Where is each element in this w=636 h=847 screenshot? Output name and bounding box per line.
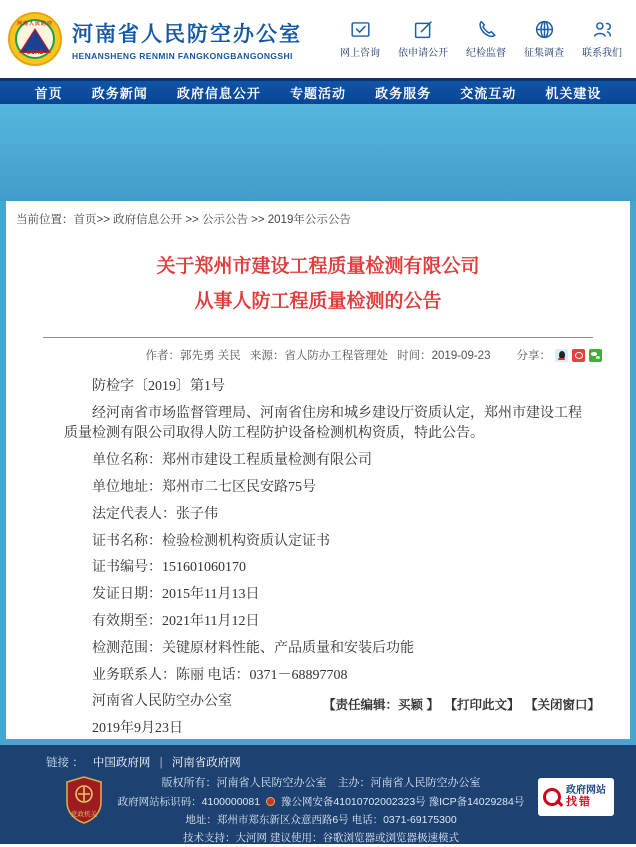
links-label: 链接 ： (46, 757, 84, 769)
logo-ccad-text: CCAD (26, 50, 44, 56)
article-time: 时间：2019-09-23 (397, 350, 491, 363)
main-nav (0, 78, 636, 104)
shield-icon (64, 776, 104, 824)
header-quick-links (340, 19, 622, 59)
article-paragraph: 证书名称：检验检测机构资质认定证书 (92, 533, 330, 549)
article-paragraph: 单位名称：郑州市建设工程质量检测有限公司 (92, 453, 372, 469)
globe-icon (534, 19, 555, 40)
article-paragraph: 防检字〔2019〕第1号 (92, 379, 225, 395)
article-paragraph: 发证日期：2015年11月13日 (92, 587, 260, 603)
title-divider (43, 337, 592, 338)
quick-link-label: 网上咨询 (340, 48, 380, 59)
article-body (64, 377, 588, 739)
quick-link-contact-us[interactable] (582, 19, 622, 59)
site-subtitle: HENANSHENG RENMIN FANGKONGBANGONGSHI (72, 50, 293, 61)
article-paragraph: 有效期至：2021年11月12日 (92, 613, 260, 629)
footer-icp[interactable]: 豫ICP备14029284号 (428, 795, 525, 808)
air-defense-triangle-icon (21, 30, 49, 52)
compose-icon (413, 19, 434, 40)
article-paragraph: 检测范围：关键原材料性能、产品质量和安装后功能 (92, 640, 414, 656)
footer-main (0, 774, 636, 847)
banner-image (0, 104, 636, 201)
nav-item-info-disclosure[interactable]: 政府信息公开 (176, 86, 261, 101)
link-henan-gov[interactable]: 河南省政府网 (171, 757, 241, 769)
share-wechat-icon[interactable] (589, 349, 602, 362)
content-wrapper (0, 201, 636, 745)
footer-copyright: 版权所有：河南省人民防空办公室 主办：河南省人民防空办公室 (161, 777, 481, 789)
close-window-button[interactable]: 【关闭窗口】 (524, 698, 600, 712)
footer-site-code-row (104, 793, 538, 811)
mail-check-icon (350, 19, 371, 40)
quick-link-label: 纪检监督 (466, 48, 506, 59)
people-icon (592, 19, 613, 40)
article-paragraph: 业务联系人：陈丽 电话：0371－68897708 (92, 667, 348, 683)
gov-site-error-report-badge[interactable] (538, 778, 614, 816)
footer-address: 地址：郑州市郑东新区众意西路6号 电话：0371-69175300 (185, 813, 457, 826)
quick-link-label: 依申请公开 (398, 48, 448, 59)
breadcrumb-label: 当前位置： (16, 214, 74, 226)
article-source: 来源：省人防办工程管理处 (249, 350, 388, 363)
link-china-gov[interactable]: 中国政府网 (92, 757, 151, 769)
err-badge-action: 找错 (566, 796, 592, 809)
footer-tech-support: 技术支持：大河网 建议使用：谷歌浏览器或浏览器极速模式 (183, 832, 459, 844)
article-paragraph: 证书编号：151601060170 (92, 560, 246, 576)
breadcrumb (6, 207, 630, 233)
share-group (517, 347, 603, 363)
logo-arc-text: 河南人民防空 (16, 21, 53, 27)
site-title: 河南省人民防空办公室 (72, 21, 302, 46)
nav-item-agency-building[interactable]: 机关建设 (545, 86, 602, 101)
police-emblem-icon (266, 797, 275, 806)
print-article-button[interactable]: 【打印此文】 (444, 698, 520, 712)
article-title (6, 249, 630, 319)
nav-item-services[interactable]: 政务服务 (375, 86, 432, 101)
article-title-line2: 从事人防工程质量检测的公告 (194, 291, 442, 313)
footer-info (104, 774, 538, 847)
article-paragraph: 法定代表人：张子伟 (92, 506, 218, 522)
article-container (6, 201, 630, 739)
page-footer (0, 745, 636, 844)
site-header (0, 0, 636, 78)
responsible-editor: 【责任编辑：买颖 】 (323, 698, 439, 712)
article-footer-actions (321, 695, 600, 713)
breadcrumb-path[interactable]: 首页>> 政府信息公开 >> 公示公告 >> 2019年公示公告 (73, 214, 351, 226)
article-paragraph: 河南省人民防空办公室 (92, 694, 232, 710)
share-weibo-icon[interactable] (572, 349, 585, 362)
article-paragraph: 经河南省市场监督管理局、河南省住房和城乡建设厅资质认定，郑州市建设工程质量检测有限公司取得人防工程防护设备检测机构资质，特此公告。 (64, 406, 582, 442)
quick-link-survey[interactable] (524, 19, 564, 59)
phone-icon (476, 19, 497, 40)
quick-link-discipline-supervision[interactable] (466, 19, 506, 59)
nav-item-home[interactable]: 首页 (34, 86, 63, 101)
links-separator: | (159, 757, 163, 769)
article-paragraph: 单位地址：郑州市二七区民安路75号 (92, 479, 316, 495)
article-meta (6, 347, 630, 363)
quick-link-label: 联系我们 (582, 48, 622, 59)
nav-item-news[interactable]: 政务新闻 (91, 86, 148, 101)
share-qq-icon[interactable] (555, 349, 568, 362)
article-title-line1: 关于郑州市建设工程质量检测有限公司 (156, 256, 480, 277)
party-gov-badge-text: 党政机关 (71, 811, 97, 818)
footer-site-code: 政府网站标识码：4100000081 (117, 795, 261, 808)
nav-item-interaction[interactable]: 交流互动 (460, 86, 517, 101)
article-author: 作者：郭先勇 关民 (145, 350, 241, 363)
magnifier-icon (542, 787, 562, 807)
quick-link-apply-disclosure[interactable] (398, 19, 448, 59)
site-logo[interactable] (8, 12, 62, 66)
party-gov-badge[interactable] (64, 776, 104, 824)
article-paragraph: 2019年9月23日 (92, 721, 183, 737)
nav-item-special-topics[interactable]: 专题活动 (289, 86, 346, 101)
err-badge-title: 政府网站 (566, 784, 606, 796)
quick-link-label: 征集调查 (524, 48, 564, 59)
footer-beian[interactable]: 豫公网安备41010702002323号 (280, 795, 426, 808)
share-label: 分享： (516, 350, 551, 363)
quick-link-online-consult[interactable] (340, 19, 380, 59)
links-bar (0, 745, 636, 772)
